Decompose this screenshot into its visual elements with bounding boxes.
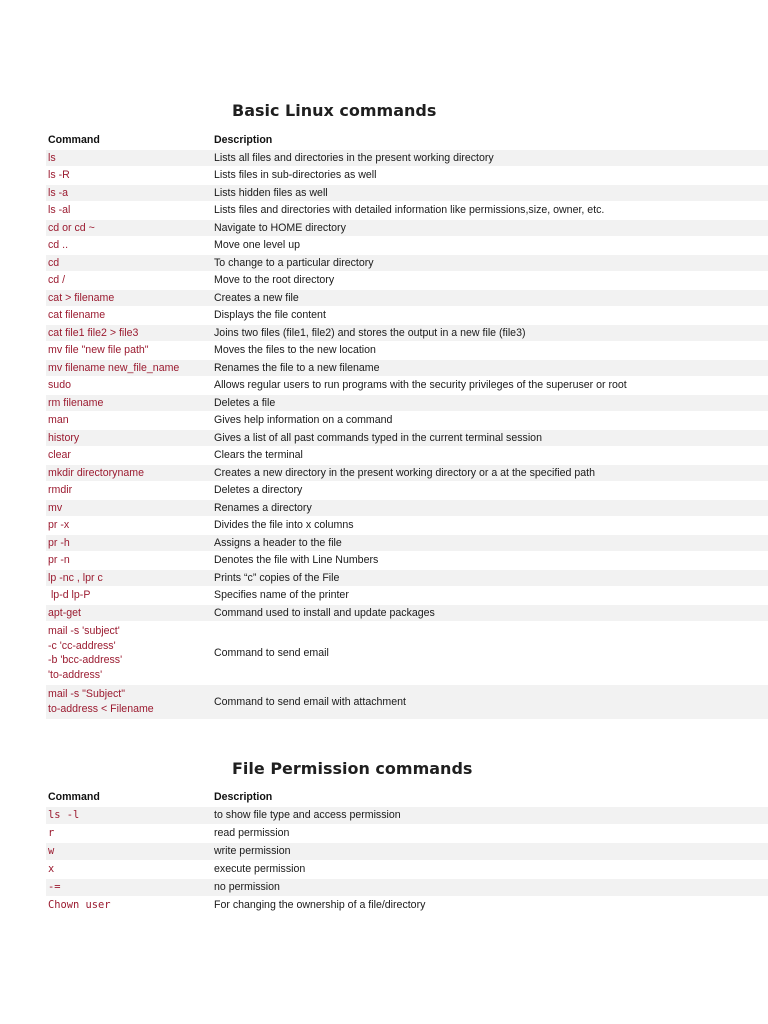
command-cell: mail -s "Subject" to-address < Filename <box>46 685 212 719</box>
command-cell: Chown user <box>46 896 212 914</box>
command-cell: mkdir directoryname <box>46 464 212 482</box>
description-column-header: Description <box>214 133 273 146</box>
description-cell: Lists all files and directories in the present working directory <box>212 149 768 167</box>
table-row <box>46 824 768 842</box>
description-cell: Lists files and directories with detailed information like permissions,size, owner, etc. <box>212 202 768 220</box>
description-cell: Divides the file into x columns <box>212 517 768 535</box>
basic-commands-table <box>46 131 768 719</box>
table-row <box>46 685 768 719</box>
basic-commands-title: Basic Linux commands <box>232 101 437 120</box>
table-row <box>46 149 768 167</box>
command-cell: mail -s 'subject' -c 'cc-address' -b 'bcc-address' 'to-address' <box>46 622 212 685</box>
table-row <box>46 394 768 412</box>
table-row <box>46 359 768 377</box>
command-cell: cat file1 file2 > file3 <box>46 324 212 342</box>
command-cell: ls -R <box>46 167 212 185</box>
command-cell: w <box>46 842 212 860</box>
description-cell: Displays the file content <box>212 307 768 325</box>
table-row <box>46 552 768 570</box>
description-cell: Navigate to HOME directory <box>212 219 768 237</box>
command-cell: ls -al <box>46 202 212 220</box>
table-row <box>46 429 768 447</box>
description-cell: Renames the file to a new filename <box>212 359 768 377</box>
command-cell: rm filename <box>46 394 212 412</box>
table-row <box>46 499 768 517</box>
description-cell: Moves the files to the new location <box>212 342 768 360</box>
table-row <box>46 272 768 290</box>
description-cell: read permission <box>212 824 768 842</box>
file-permission-table <box>46 788 768 914</box>
table-row <box>46 569 768 587</box>
table-row <box>46 464 768 482</box>
table-header-row <box>46 131 768 149</box>
description-cell: Deletes a file <box>212 394 768 412</box>
table-row <box>46 412 768 430</box>
command-cell: ls <box>46 149 212 167</box>
description-cell: Creates a new directory in the present working directory or a at the specified path <box>212 464 768 482</box>
command-cell: cd / <box>46 272 212 290</box>
table-row <box>46 254 768 272</box>
description-cell: Specifies name of the printer <box>212 587 768 605</box>
command-column-header: Command <box>48 133 100 146</box>
description-column-header: Description <box>214 790 273 803</box>
table-row <box>46 289 768 307</box>
command-cell: cd .. <box>46 237 212 255</box>
description-cell: Allows regular users to run programs with the security privileges of the superuser or root <box>212 377 768 395</box>
description-cell: Assigns a header to the file <box>212 534 768 552</box>
table-row <box>46 219 768 237</box>
table-row <box>46 622 768 685</box>
command-cell: lp -nc , lpr c <box>46 569 212 587</box>
description-cell: Command to send email <box>212 622 768 685</box>
description-cell: Clears the terminal <box>212 447 768 465</box>
table-row <box>46 587 768 605</box>
description-cell: Renames a directory <box>212 499 768 517</box>
table-row <box>46 307 768 325</box>
description-cell: Gives help information on a command <box>212 412 768 430</box>
command-cell: cat filename <box>46 307 212 325</box>
command-cell: pr -h <box>46 534 212 552</box>
command-cell: ls -l <box>46 806 212 824</box>
table-row <box>46 237 768 255</box>
description-cell: no permission <box>212 878 768 896</box>
table-row <box>46 167 768 185</box>
table-row <box>46 878 768 896</box>
command-cell: pr -n <box>46 552 212 570</box>
description-cell: Move one level up <box>212 237 768 255</box>
description-cell: For changing the ownership of a file/directory <box>212 896 768 914</box>
table-row <box>46 377 768 395</box>
command-cell: sudo <box>46 377 212 395</box>
table-row <box>46 517 768 535</box>
description-cell: Lists files in sub-directories as well <box>212 167 768 185</box>
command-cell: man <box>46 412 212 430</box>
table-row <box>46 842 768 860</box>
table-header-row <box>46 788 768 806</box>
command-cell: mv <box>46 499 212 517</box>
command-cell: mv file "new file path" <box>46 342 212 360</box>
file-permission-commands-title: File Permission commands <box>232 759 473 778</box>
description-cell: Command to send email with attachment <box>212 685 768 719</box>
command-cell: pr -x <box>46 517 212 535</box>
table-row <box>46 447 768 465</box>
command-cell: rmdir <box>46 482 212 500</box>
description-cell: Gives a list of all past commands typed in the current terminal session <box>212 429 768 447</box>
table-row <box>46 324 768 342</box>
table-row <box>46 896 768 914</box>
table-row <box>46 604 768 622</box>
command-cell: history <box>46 429 212 447</box>
description-cell: execute permission <box>212 860 768 878</box>
table-row <box>46 482 768 500</box>
command-cell: apt-get <box>46 604 212 622</box>
command-cell: mv filename new_file_name <box>46 359 212 377</box>
table-row <box>46 534 768 552</box>
command-cell: x <box>46 860 212 878</box>
command-cell: cd <box>46 254 212 272</box>
table-row <box>46 806 768 824</box>
table-row <box>46 202 768 220</box>
command-cell: lp-d lp-P <box>46 587 212 605</box>
command-cell: r <box>46 824 212 842</box>
description-cell: Denotes the file with Line Numbers <box>212 552 768 570</box>
table-row <box>46 860 768 878</box>
command-cell: -= <box>46 878 212 896</box>
description-cell: Prints “c” copies of the File <box>212 569 768 587</box>
description-cell: to show file type and access permission <box>212 806 768 824</box>
description-cell: To change to a particular directory <box>212 254 768 272</box>
description-cell: Lists hidden files as well <box>212 184 768 202</box>
command-cell: ls -a <box>46 184 212 202</box>
description-cell: Creates a new file <box>212 289 768 307</box>
description-cell: Deletes a directory <box>212 482 768 500</box>
command-cell: clear <box>46 447 212 465</box>
command-cell: cat > filename <box>46 289 212 307</box>
description-cell: write permission <box>212 842 768 860</box>
command-column-header: Command <box>48 790 100 803</box>
table-row <box>46 342 768 360</box>
description-cell: Command used to install and update packages <box>212 604 768 622</box>
description-cell: Joins two files (file1, file2) and stores the output in a new file (file3) <box>212 324 768 342</box>
description-cell: Move to the root directory <box>212 272 768 290</box>
command-cell: cd or cd ~ <box>46 219 212 237</box>
table-row <box>46 184 768 202</box>
